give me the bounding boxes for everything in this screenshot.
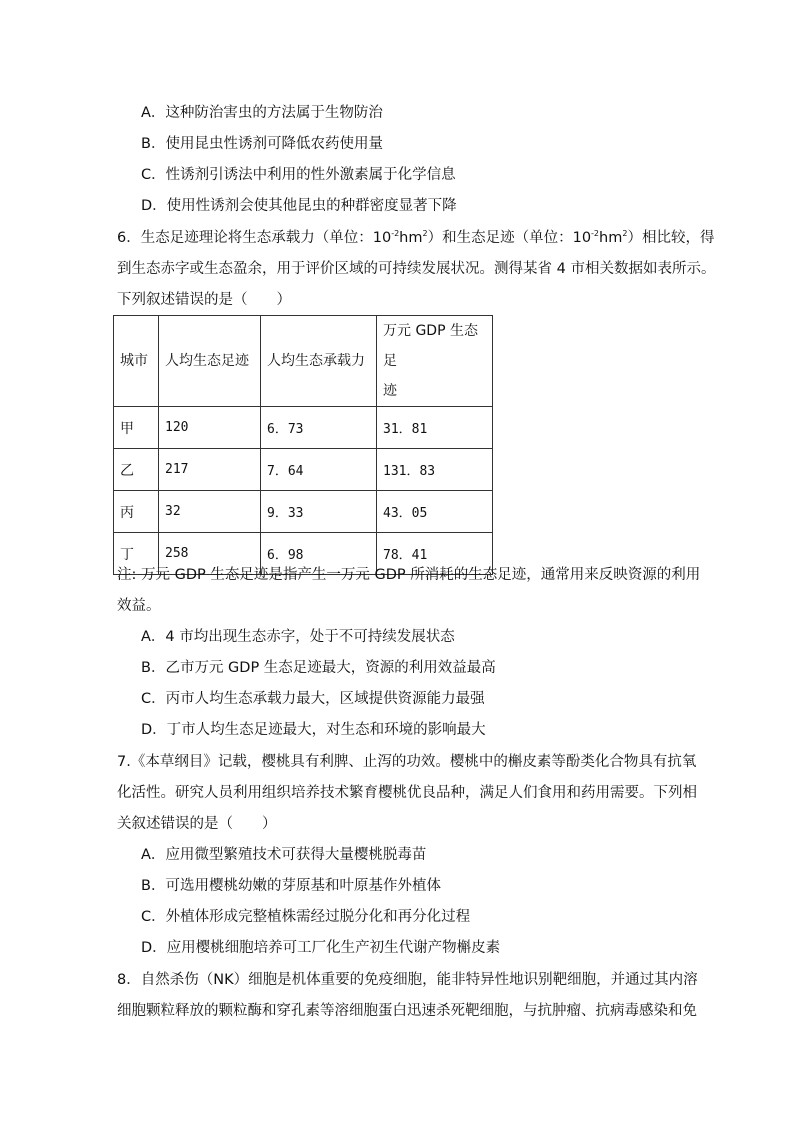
cell-city: 丁 <box>114 533 159 575</box>
cell-footprint: 120 <box>159 407 261 449</box>
q6-option-b: B．乙市万元 GDP 生态足迹最大，资源的利用效益最高 <box>141 660 496 676</box>
q8-stem-line-1: 8．自然杀伤（NK）细胞是机体重要的免疫细胞，能非特异性地识别靶细胞，并通过其内溶 <box>117 972 698 988</box>
cell-city: 乙 <box>114 449 159 491</box>
cell-capacity: 6．73 <box>261 407 377 449</box>
q7-stem-line-2: 化活性。研究人员利用组织培养技术繁育樱桃优良品种，满足人们食用和药用需要。下列相 <box>117 785 697 801</box>
header-footprint: 人均生态足迹 <box>159 316 261 407</box>
cell-gdp-footprint: 43．05 <box>377 491 493 533</box>
q6-option-c: C．丙市人均生态承载力最大，区域提供资源能力最强 <box>141 691 485 707</box>
table-header-row <box>114 316 493 407</box>
cell-city: 甲 <box>114 407 159 449</box>
cell-gdp-footprint: 131．83 <box>377 449 493 491</box>
header-capacity: 人均生态承载力 <box>261 316 377 407</box>
q6-stem-line-2: 到生态赤字或生态盈余，用于评价区域的可持续发展状况。测得某省 4 市相关数据如表所示。 <box>117 261 716 277</box>
q8-stem-line-2: 细胞颗粒释放的颗粒酶和穿孔素等溶细胞蛋白迅速杀死靶细胞，与抗肿瘤、抗病毒感染和免 <box>117 1003 697 1019</box>
q7-option-c: C．外植体形成完整植株需经过脱分化和再分化过程 <box>141 909 471 925</box>
q5-option-c: C．性诱剂引诱法中利用的性外激素属于化学信息 <box>141 167 456 183</box>
cell-capacity: 9．33 <box>261 491 377 533</box>
cell-gdp-footprint: 78．41 <box>377 533 493 575</box>
q6-note-line-2: 效益。 <box>117 598 161 614</box>
q6-note-line-1: 注: 万元 GDP 生态足迹是指产生一万元 GDP 所消耗的生态足迹，通常用来反映资源的利用 <box>117 567 701 583</box>
q7-option-a: A．应用微型繁殖技术可获得大量樱桃脱毒苗 <box>141 847 427 863</box>
table-row <box>114 491 493 533</box>
cell-footprint: 217 <box>159 449 261 491</box>
cell-city: 丙 <box>114 491 159 533</box>
cell-footprint: 32 <box>159 491 261 533</box>
q7-stem-line-3: 关叙述错误的是（ ） <box>117 816 277 832</box>
q6-stem-line-1: 6．生态足迹理论将生态承载力（单位：$10^{-2}hm^2$）和生态足迹（单位：$10^{-2}hm^2$）相比较，得 <box>117 229 715 246</box>
q7-option-d: D．应用樱桃细胞培养可工厂化生产初生代谢产物槲皮素 <box>141 940 501 956</box>
q6-option-a: A．4 市均出现生态赤字，处于不可持续发展状态 <box>141 629 455 645</box>
table-row <box>114 449 493 491</box>
q7-stem-line-1: 7.《本草纲目》记载，樱桃具有利脾、止泻的功效。樱桃中的槲皮素等酚类化合物具有抗氧 <box>117 754 697 770</box>
q5-option-d: D．使用性诱剂会使其他昆虫的种群密度显著下降 <box>141 198 457 214</box>
cell-footprint: 258 <box>159 533 261 575</box>
cell-capacity: 7．64 <box>261 449 377 491</box>
cell-gdp-footprint: 31．81 <box>377 407 493 449</box>
q6-option-d: D．丁市人均生态足迹最大，对生态和环境的影响最大 <box>141 722 486 738</box>
table-row <box>114 407 493 449</box>
header-city: 城市 <box>114 316 159 407</box>
q6-stem-line-3: 下列叙述错误的是（ ） <box>117 292 291 308</box>
q5-option-b: B．使用昆虫性诱剂可降低农药使用量 <box>141 136 383 152</box>
q7-option-b: B．可选用樱桃幼嫩的芽原基和叶原基作外植体 <box>141 878 441 894</box>
cell-capacity: 6．98 <box>261 533 377 575</box>
header-gdp-footprint: 万元 GDP 生态足 迹 <box>377 316 493 407</box>
q5-option-a: A．这种防治害虫的方法属于生物防治 <box>141 105 383 121</box>
ecological-footprint-table <box>113 315 493 575</box>
